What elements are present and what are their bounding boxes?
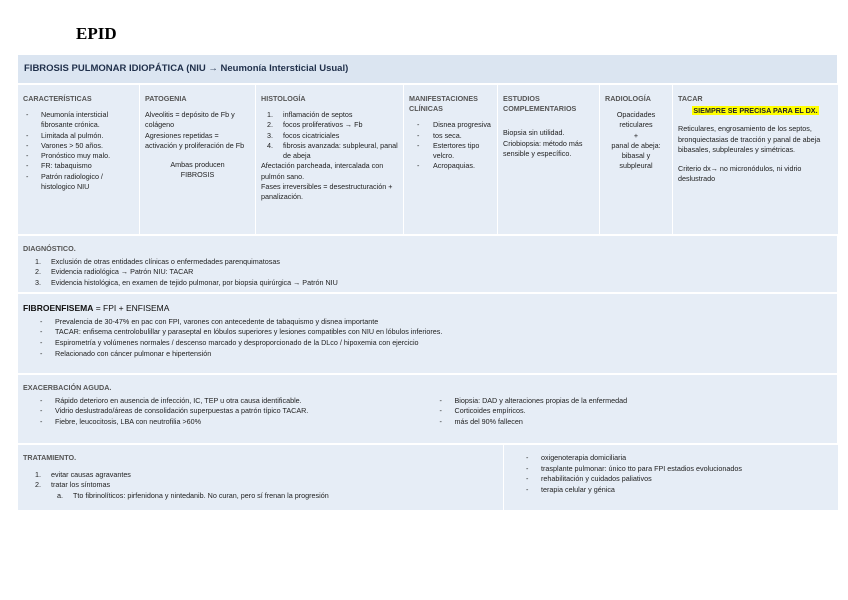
caracteristicas-item: - Limitada al pulmón. <box>23 131 134 141</box>
diagnostico-item-text: Evidencia radiológica → Patrón NIU: TACAR <box>51 267 194 277</box>
fibroenfisema-section <box>17 293 838 374</box>
diagnostico-item-text: Exclusión de otras entidades clínicas o enfermedades parenquimatosas <box>51 256 280 266</box>
histologia-item <box>261 141 398 161</box>
tratamiento-right-item: - terapia celular y génica <box>523 485 833 496</box>
diagnostico-item-number: 1. <box>35 256 41 266</box>
section-header: FIBROSIS PULMONAR IDIOPÁTICA (NIU → Neumonía Intersticial Usual) <box>17 54 838 84</box>
patogenia-footer: Ambas producen <box>170 160 225 170</box>
radiologia-cell <box>600 85 673 235</box>
histologia-item-number: 4. <box>267 140 273 150</box>
tratamiento-item <box>29 480 498 491</box>
radiologia-line: Opacidades reticulares <box>616 110 656 130</box>
fibroenfisema-title-bold: FIBROENFISEMA <box>23 303 94 313</box>
fibroenfisema-item: - TACAR: enfisema centrolobulillar y paraseptal en lóbulos superiores y lesiones compatibles con NIU en lóbulos inferiores. <box>37 327 832 338</box>
exacerbacion-item: - Corticoides empíricos. <box>437 406 833 417</box>
manifestaciones-item: - tos seca. <box>409 131 492 141</box>
fibroenfisema-title <box>23 302 832 315</box>
estudios-line: Biopsia sin utilidad. <box>503 128 565 138</box>
histologia-extra: Fases irreversibles = desestructuración + panalización. <box>261 181 393 201</box>
tratamiento-left <box>18 445 504 511</box>
patogenia-title: PATOGENIA <box>145 94 187 103</box>
tratamiento-subitem-text: Tto fibrinolíticos: pirfenidona y nintedanib. No curan, pero sí frenan la progresión <box>73 490 329 500</box>
tratamiento-item <box>29 470 498 481</box>
tratamiento-item-text: tratar los síntomas <box>51 480 111 490</box>
tratamiento-item-number: 2. <box>35 480 41 490</box>
caracteristicas-item: - Pronóstico muy malo. <box>23 151 134 161</box>
patogenia-line: Agresiones repetidas = activación y proliferación de Fb <box>145 130 245 150</box>
histologia-title: HISTOLOGÍA <box>261 94 306 103</box>
exacerbacion-item: - más del 90% fallecen <box>437 417 833 428</box>
fibroenfisema-item: - Prevalencia de 30-47% en pac con FPI, varones con antecedente de tabaquismo y disnea importante <box>37 317 832 328</box>
tratamiento-right-item: - oxigenoterapia domiciliaria <box>523 453 833 464</box>
manifestaciones-item: - Estertores tipo velcro. <box>409 141 492 161</box>
tratamiento-item-text: evitar causas agravantes <box>51 469 131 479</box>
histologia-item-number: 3. <box>267 130 273 140</box>
diagnostico-item <box>29 278 832 289</box>
caracteristicas-item: - Neumonía intersticial fibrosante crónica. <box>23 110 134 130</box>
exacerbacion-item: - Rápido deterioro en ausencia de infección, IC, TEP u otra causa identificable. <box>37 396 419 407</box>
tratamiento-section <box>17 444 839 511</box>
tacar-title: TACAR <box>678 94 703 103</box>
histologia-item-text: focos cicatriciales <box>283 130 340 140</box>
tratamiento-item-number: 1. <box>35 469 41 479</box>
caracteristicas-item: - FR: tabaquismo <box>23 161 134 171</box>
tacar-cell <box>673 85 839 235</box>
diagnostico-item-number: 3. <box>35 277 41 287</box>
exacerbacion-section <box>17 374 838 444</box>
radiologia-title: RADIOLOGÍA <box>605 94 651 103</box>
tratamiento-right <box>504 445 839 511</box>
histologia-item-number: 1. <box>267 110 273 120</box>
radiologia-line: + <box>633 130 639 140</box>
caracteristicas-title: CARACTERÍSTICAS <box>23 94 92 103</box>
estudios-title: ESTUDIOS COMPLEMENTARIOS <box>503 94 577 114</box>
exacerbacion-item: - Fiebre, leucocitosis, LBA con neutrofilia >60% <box>37 417 419 428</box>
histologia-item-text: focos proliferativos → Fb <box>283 120 363 130</box>
patogenia-footer: FIBROSIS <box>180 170 215 180</box>
fibroenfisema-title-rest: = FPI + ENFISEMA <box>93 303 170 313</box>
caracteristicas-item: - Patrón radiologico / histologico NIU <box>23 172 134 192</box>
diagnostico-item-number: 2. <box>35 267 41 277</box>
histologia-extra: Afectación parcheada, intercalada con pulmón sano. <box>261 161 384 181</box>
exacerbacion-title: EXACERBACIÓN AGUDA. <box>23 383 112 392</box>
patogenia-line: Alveolitis = depósito de Fb y colágeno <box>145 110 235 130</box>
diagnostico-item <box>29 257 832 268</box>
tacar-text: Reticulares, engrosamiento de los septos, bronquiectasias de tracción y panal de abeja bibasales, subpleurales y simétricas. <box>678 124 821 154</box>
histologia-item <box>261 110 398 120</box>
histologia-item-number: 2. <box>267 120 273 130</box>
exacerbacion-item: - Vidrio deslustrado/áreas de consolidación superpuestas a patrón típico TACAR. <box>37 406 419 417</box>
tratamiento-subitem <box>23 491 498 502</box>
tratamiento-title: TRATAMIENTO. <box>23 453 77 462</box>
diagnostico-item-text: Evidencia histológica, en examen de tejido pulmonar, por biopsia quirúrgica → Patrón NIU <box>51 277 338 287</box>
diagnostico-item <box>29 267 832 278</box>
fibroenfisema-item: - Relacionado con cáncer pulmonar e hipertensión <box>37 349 832 360</box>
diagnostico-title: DIAGNÓSTICO. <box>23 244 76 253</box>
patogenia-cell <box>140 85 256 235</box>
tacar-criterio: Criterio dx→ no micronódulos, ni vidrio deslustrado <box>678 164 802 184</box>
histologia-item-text: inflamación de septos <box>283 110 353 120</box>
tratamiento-right-item: - trasplante pulmonar: único tto para FPI estadios evolucionados <box>523 464 833 475</box>
exacerbacion-item: - Biopsia: DAD y alteraciones propias de la enfermedad <box>437 396 833 407</box>
caracteristicas-cell <box>18 85 140 235</box>
manifestaciones-item: - Disnea progresiva <box>409 120 492 130</box>
caracteristicas-item: - Varones > 50 años. <box>23 141 134 151</box>
histologia-item-text: fibrosis avanzada: subpleural, panal de abeja <box>283 140 398 161</box>
estudios-cell <box>498 85 600 235</box>
histologia-cell <box>256 85 404 235</box>
estudios-line: Criobiopsia: método más sensible y específico. <box>503 138 583 158</box>
fibroenfisema-item: - Espirometría y volúmenes normales / descenso marcado y desproporcionado de la DLco / hipoxemia con ejercicio <box>37 338 832 349</box>
tratamiento-right-item: - rehabilitación y cuidados paliativos <box>523 474 833 485</box>
diagnostico-section <box>17 235 838 293</box>
document-title: EPID <box>76 24 117 43</box>
overview-grid <box>17 84 839 235</box>
manifestaciones-cell <box>404 85 498 235</box>
manifestaciones-item: - Acropaquias. <box>409 161 492 171</box>
histologia-item <box>261 120 398 130</box>
tacar-highlight: SIEMPRE SE PRECISA PARA EL DX. <box>693 106 818 116</box>
fpi-summary-sheet <box>17 54 838 511</box>
radiologia-line: panal de abeja: bibasal y subpleural <box>611 140 661 171</box>
manifestaciones-title: MANIFESTACIONES CLÍNICAS <box>409 94 478 114</box>
tratamiento-subitem-letter: a. <box>57 490 63 500</box>
histologia-item <box>261 131 398 141</box>
